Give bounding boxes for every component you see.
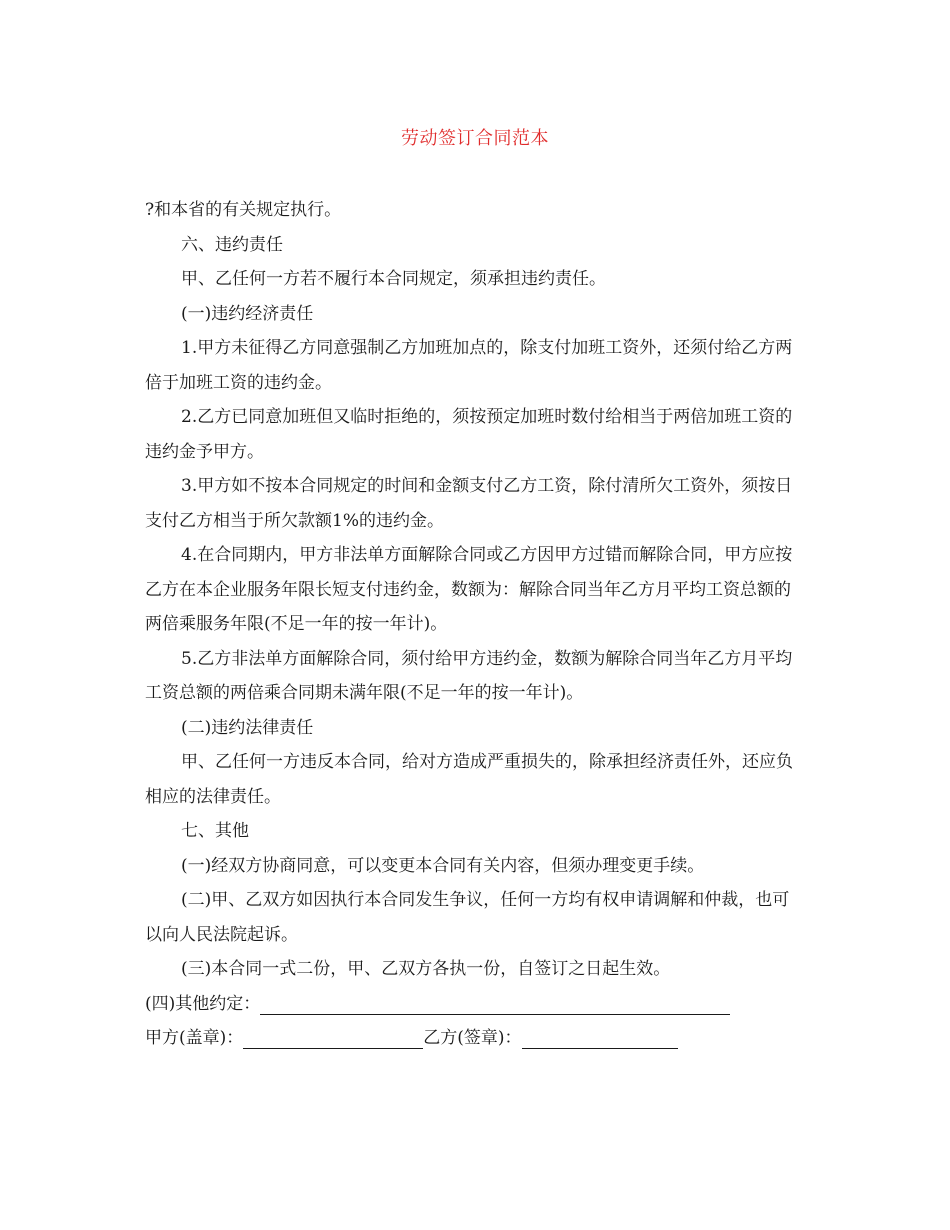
other-clause-2: (二)甲、乙双方如因执行本合同发生争议，任何一方均有权申请调解和仲裁，也可以向人民法院起诉。 xyxy=(145,890,790,945)
clause-1: 1.甲方未征得乙方同意强制乙方加班加点的，除支付加班工资外，还须付给乙方两倍于加班工资的违约金。 xyxy=(145,338,793,393)
other-clause-1: (一)经双方协商同意，可以变更本合同有关内容，但须办理变更手续。 xyxy=(181,855,705,876)
other-clause-3: (三)本合同一式二份，甲、乙双方各执一份，自签订之日起生效。 xyxy=(181,959,671,979)
document-body xyxy=(145,193,805,1056)
other-agreement-blank[interactable] xyxy=(260,992,730,1015)
other-agreement-row xyxy=(145,987,805,1022)
paragraph-continuation: ?和本省的有关规定执行。 xyxy=(145,200,342,220)
document-title: 劳动签订合同范本 xyxy=(401,128,549,149)
paragraph: 甲、乙任何一方若不履行本合同规定，须承担违约责任。 xyxy=(181,269,606,289)
clause-3: 3.甲方如不按本合同规定的时间和金额支付乙方工资，除付清所欠工资外，须按日支付乙方相当于所欠款额1%的违约金。 xyxy=(145,476,793,531)
section-heading-other: 七、其他 xyxy=(181,821,249,841)
clause-4: 4.在合同期内，甲方非法单方面解除合同或乙方因甲方过错而解除合同，甲方应按乙方在本企业服务年限长短支付违约金，数额为：解除合同当年乙方月平均工资总额的两倍乘服务年限(不足一年的按一年计)。 xyxy=(145,545,793,634)
signature-row xyxy=(145,1021,805,1056)
party-a-label: 甲方(盖章)： xyxy=(145,1028,244,1048)
section-heading-breach: 六、违约责任 xyxy=(181,234,283,255)
party-b-label: 乙方(签章)： xyxy=(423,1028,522,1048)
subsection-heading-economic: (一)违约经济责任 xyxy=(181,303,314,324)
paragraph: 甲、乙任何一方违反本合同，给对方造成严重损失的，除承担经济责任外，还应负相应的法律责任。 xyxy=(145,752,793,807)
other-agreement-label: (四)其他约定： xyxy=(145,993,261,1014)
clause-2: 2.乙方已同意加班但又临时拒绝的，须按预定加班时数付给相当于两倍加班工资的违约金予甲方。 xyxy=(145,407,793,462)
party-b-signature-blank[interactable] xyxy=(522,1026,678,1049)
party-a-signature-blank[interactable] xyxy=(243,1026,423,1049)
clause-5: 5.乙方非法单方面解除合同，须付给甲方违约金，数额为解除合同当年乙方月平均工资总额的两倍乘合同期未满年限(不足一年的按一年计)。 xyxy=(145,648,793,703)
subsection-heading-legal: (二)违约法律责任 xyxy=(181,717,314,738)
